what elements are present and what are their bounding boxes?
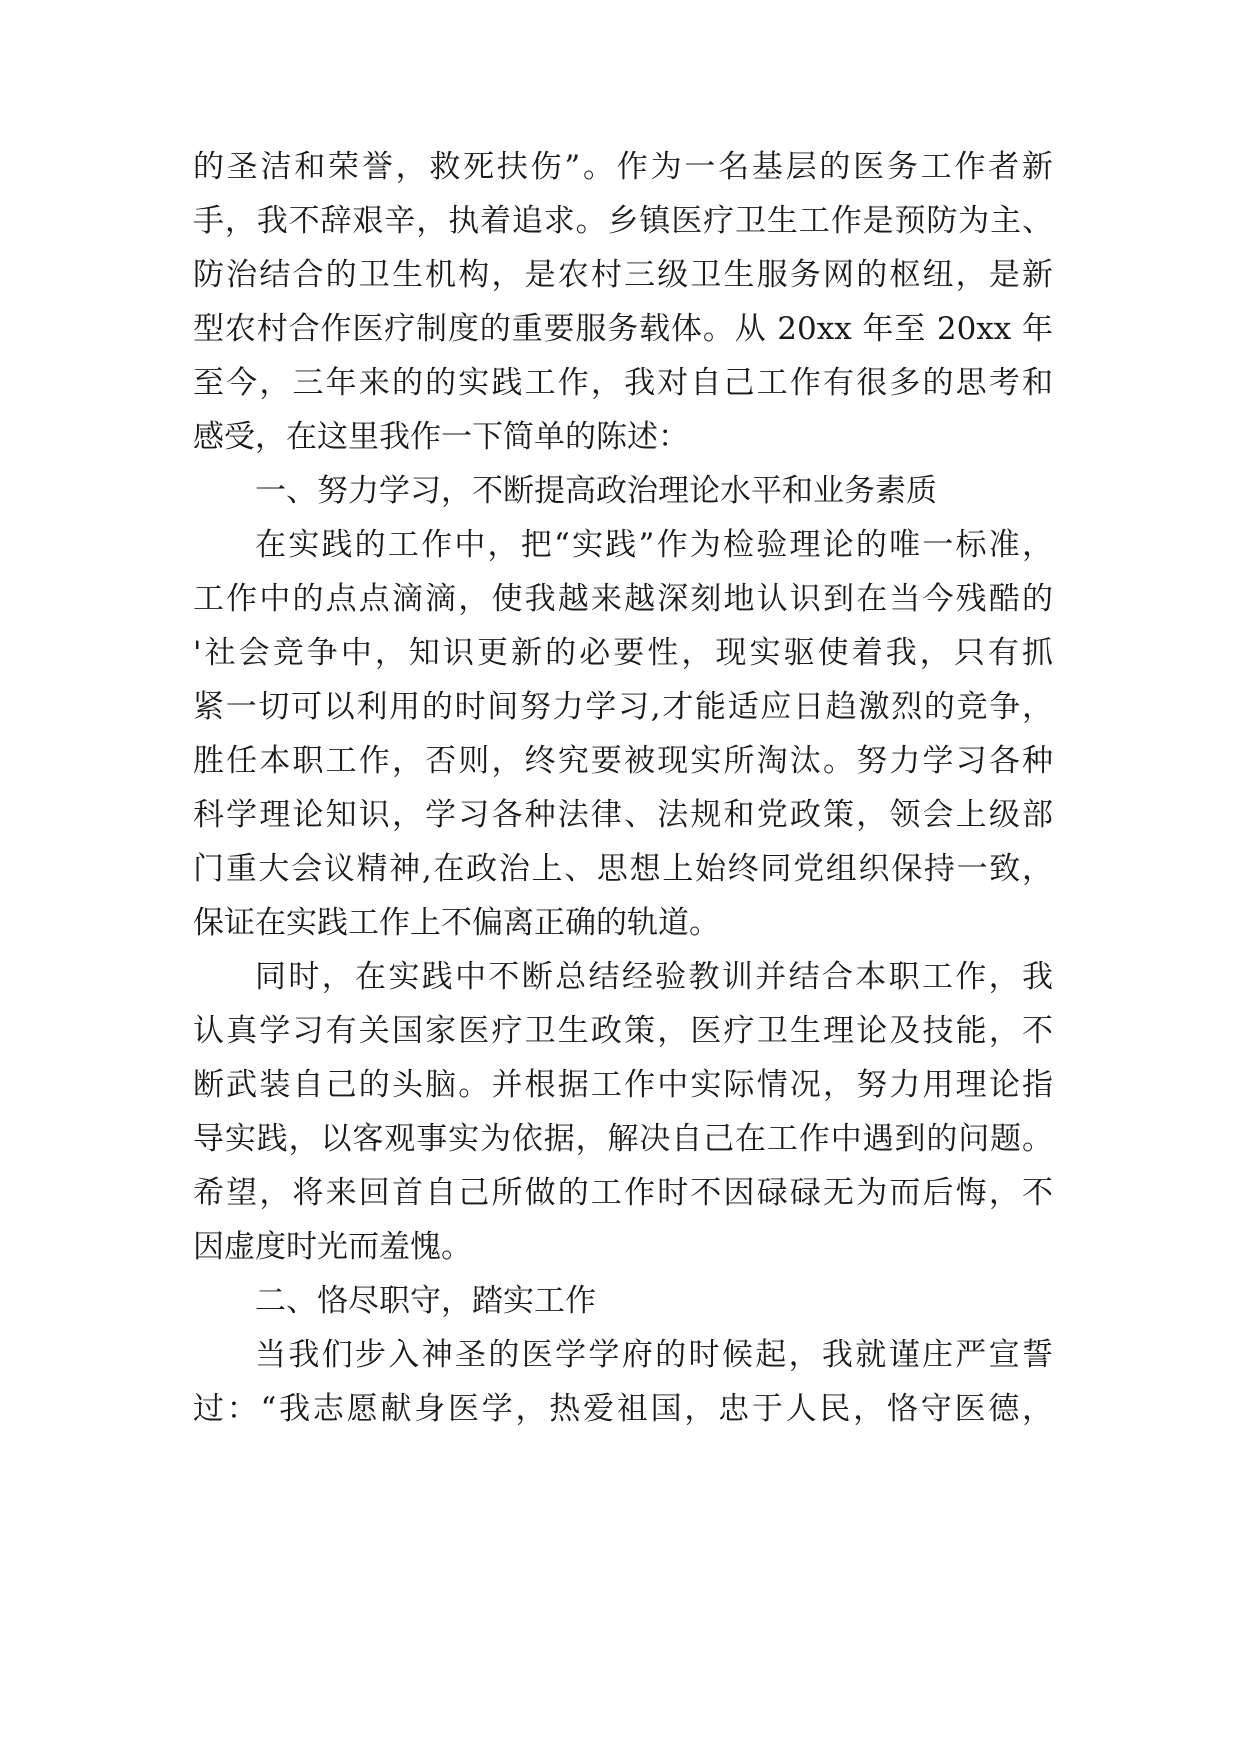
text-line: 至今，三年来的的实践工作，我对自己工作有很多的思考和 — [193, 365, 1053, 401]
text-line: 过：“我志愿献身医学，热爱祖国，忠于人民，恪守医德， — [193, 1391, 1053, 1427]
text-line: 紧一切可以利用的时间努力学习,才能适应日趋激烈的竞争， — [193, 689, 1053, 725]
text-line: 保证在实践工作上不偏离正确的轨道。 — [193, 905, 720, 941]
text-line: 当我们步入神圣的医学学府的时候起，我就谨庄严宣誓 — [255, 1337, 1053, 1373]
text-line: 断武装自己的头脑。并根据工作中实际情况，努力用理论指 — [193, 1067, 1053, 1103]
text-line: 感受，在这里我作一下简单的陈述： — [193, 419, 689, 455]
text-line: '社会竞争中，知识更新的必要性，现实驱使着我，只有抓 — [193, 635, 1053, 671]
text-line: 同时，在实践中不断总结经验教训并结合本职工作，我 — [255, 959, 1053, 995]
text-line: 导实践，以客观事实为依据，解决自己在工作中遇到的问题。 — [193, 1121, 1053, 1157]
text-line: 工作中的点点滴滴，使我越来越深刻地认识到在当今残酷的 — [193, 581, 1053, 617]
text-line: 手，我不辞艰辛，执着追求。乡镇医疗卫生工作是预防为主、 — [193, 203, 1053, 239]
text-line: 防治结合的卫生机构，是农村三级卫生服务网的枢纽，是新 — [193, 257, 1053, 293]
section-heading: 二、恪尽职守，踏实工作 — [255, 1283, 596, 1319]
text-line: 认真学习有关国家医疗卫生政策，医疗卫生理论及技能，不 — [193, 1013, 1053, 1049]
text-line: 胜任本职工作，否则，终究要被现实所淘汰。努力学习各种 — [193, 743, 1053, 779]
text-line: 科学理论知识，学习各种法律、法规和党政策，领会上级部 — [193, 797, 1053, 833]
text-line: 型农村合作医疗制度的重要服务载体。从 20xx 年至 20xx 年 — [193, 311, 1053, 347]
section-heading: 一、努力学习，不断提高政治理论水平和业务素质 — [255, 473, 937, 509]
text-line: 门重大会议精神,在政治上、思想上始终同党组织保持一致， — [193, 851, 1053, 887]
text-line: 在实践的工作中，把“实践”作为检验理论的唯一标准， — [255, 527, 1053, 563]
text-line: 因虚度时光而羞愧。 — [193, 1229, 472, 1265]
text-line: 的圣洁和荣誉，救死扶伤”。作为一名基层的医务工作者新 — [193, 149, 1053, 185]
text-line: 希望，将来回首自己所做的工作时不因碌碌无为而后悔，不 — [193, 1175, 1053, 1211]
